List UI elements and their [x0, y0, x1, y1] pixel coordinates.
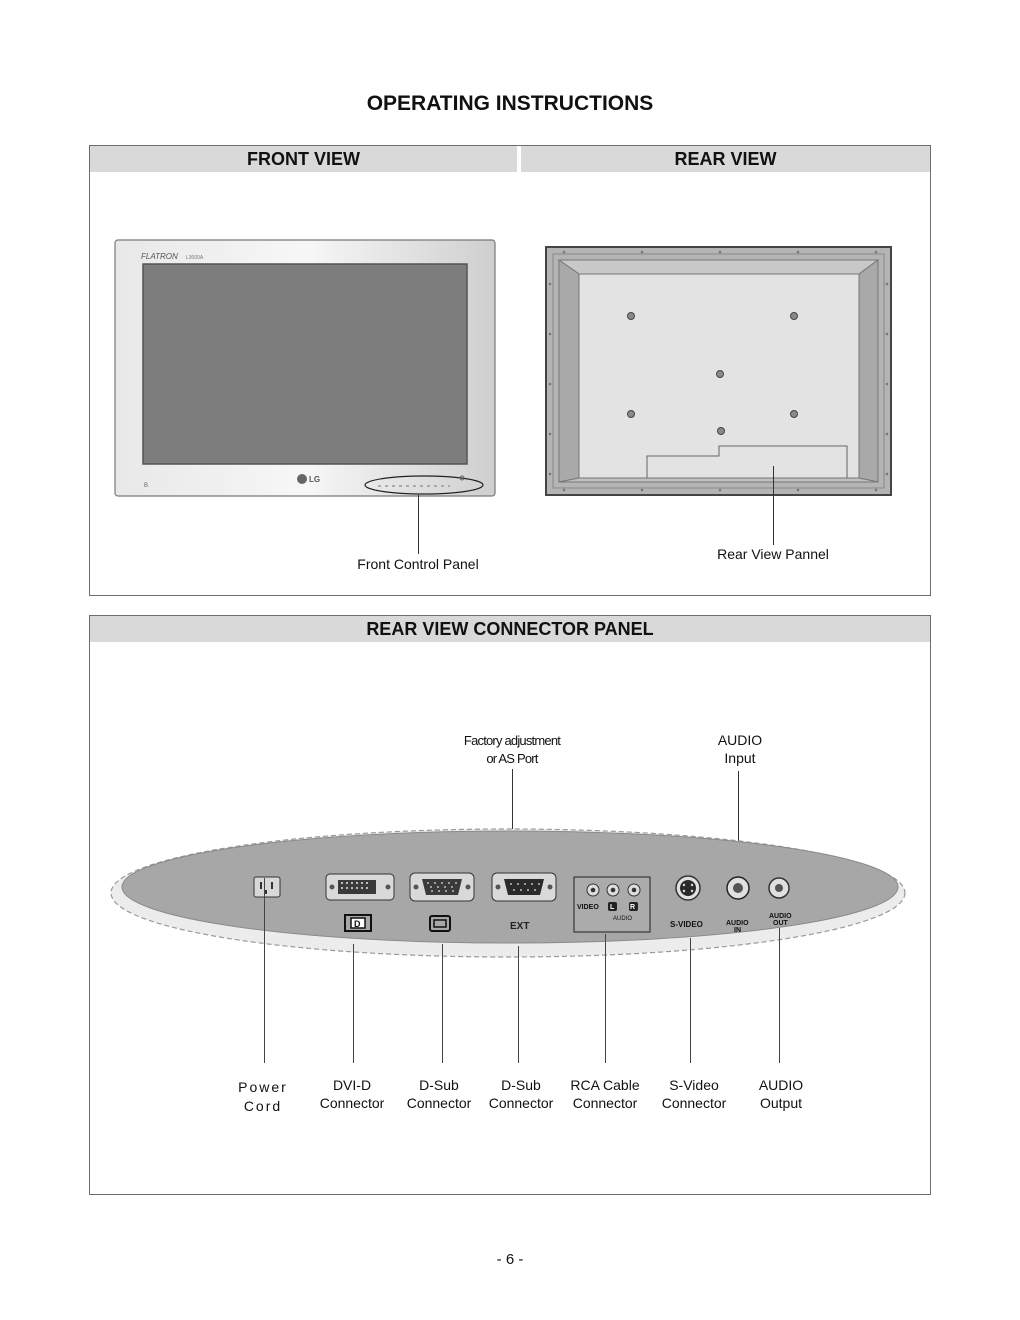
audio-output-label	[743, 1076, 819, 1112]
factory-port-line2: or AS Port	[486, 751, 538, 766]
power-socket-icon	[254, 877, 280, 897]
dvi-callout-line	[353, 944, 354, 1063]
audio-in-jack-icon	[727, 877, 749, 899]
page-title: OPERATING INSTRUCTIONS	[366, 92, 654, 115]
factory-port-line1: Factory adjustment	[463, 733, 561, 748]
dsub-line2: Connector	[406, 1095, 472, 1111]
rca-cable-line1: RCA Cable	[570, 1077, 640, 1093]
page-number: - 6 -	[496, 1251, 524, 1268]
dsub-line1: D-Sub	[419, 1077, 459, 1093]
rear-panel-illustration	[545, 246, 893, 498]
video-text: VIDEO	[577, 904, 599, 911]
mount-hole-icon	[628, 411, 635, 418]
mount-hole-icon	[791, 313, 798, 320]
dvi-d-label	[308, 1076, 396, 1112]
dsub-port-icon	[410, 873, 474, 901]
dvi-d-line2: Connector	[319, 1095, 385, 1111]
r-text: R	[630, 904, 636, 911]
views-box	[89, 145, 931, 596]
svg-text:D: D	[354, 919, 361, 929]
svideo-label	[650, 1076, 738, 1112]
front-monitor-illustration	[110, 236, 500, 516]
mount-hole-icon	[628, 313, 635, 320]
front-callout-line	[418, 495, 419, 554]
audio-out-text-1: AUDIO	[769, 913, 792, 920]
logo-text: LG	[309, 475, 321, 484]
connector-panel-box	[89, 615, 931, 1195]
front-control-panel-label: Front Control Panel	[357, 556, 479, 572]
rca-callout-line	[605, 934, 606, 1063]
rca-block	[574, 877, 650, 932]
lg-logo-icon	[297, 474, 307, 484]
power-cord-label	[216, 1078, 310, 1116]
audio-out-jack-icon	[769, 878, 789, 898]
power-cord-line2: Cord	[243, 1098, 283, 1114]
rca-cable-line2: Connector	[572, 1095, 638, 1111]
svideo-port-icon	[676, 876, 700, 900]
model-text: L3000A	[186, 255, 204, 261]
ext-port-icon	[492, 873, 556, 901]
power-callout-line	[264, 878, 265, 1063]
dsub-ext-line2: Connector	[488, 1095, 554, 1111]
dsub-callout-line	[442, 944, 443, 1063]
mount-hole-icon	[718, 428, 725, 435]
mount-hole-icon	[791, 411, 798, 418]
speaker-mark: B	[144, 483, 149, 489]
audio-out-text-2: OUT	[773, 920, 788, 927]
ext-callout-line	[518, 946, 519, 1063]
svideo-line2: Connector	[661, 1095, 727, 1111]
front-view-header: FRONT VIEW	[90, 146, 517, 172]
audio-input-line2: Input	[724, 750, 756, 766]
dvi-port-icon	[326, 874, 394, 900]
mount-hole-icon	[717, 371, 724, 378]
audio-output-line1: AUDIO	[758, 1077, 804, 1093]
ext-text: EXT	[510, 921, 530, 932]
dsub-ext-line1: D-Sub	[501, 1077, 541, 1093]
audio-in-text-2: IN	[734, 927, 741, 934]
rear-callout-line	[773, 466, 774, 545]
audio-output-line2: Output	[759, 1095, 803, 1111]
dsub-label	[397, 1076, 481, 1112]
l-text: L	[610, 904, 615, 911]
audio-out-callout-line	[779, 928, 780, 1063]
factory-port-label	[412, 732, 612, 768]
power-cord-line1: Power	[238, 1079, 288, 1095]
svideo-callout-line	[690, 938, 691, 1063]
rear-view-pannel-label: Rear View Pannel	[717, 546, 829, 562]
audio-in-text-1: AUDIO	[726, 920, 749, 927]
audio-input-line1: AUDIO	[717, 732, 763, 748]
connector-panel-illustration	[108, 821, 908, 961]
audio-small-text: AUDIO	[613, 916, 633, 922]
rca-cable-label	[560, 1076, 650, 1112]
svideo-line1: S-Video	[669, 1077, 719, 1093]
svideo-text: S-VIDEO	[670, 920, 703, 929]
connector-panel-header: REAR VIEW CONNECTOR PANEL	[90, 616, 930, 642]
rear-view-header: REAR VIEW	[521, 146, 930, 172]
brand-text: FLATRON	[141, 252, 178, 261]
dvi-d-line1: DVI-D	[332, 1077, 372, 1093]
dsub-ext-label	[481, 1076, 561, 1112]
audio-input-label	[690, 731, 790, 767]
